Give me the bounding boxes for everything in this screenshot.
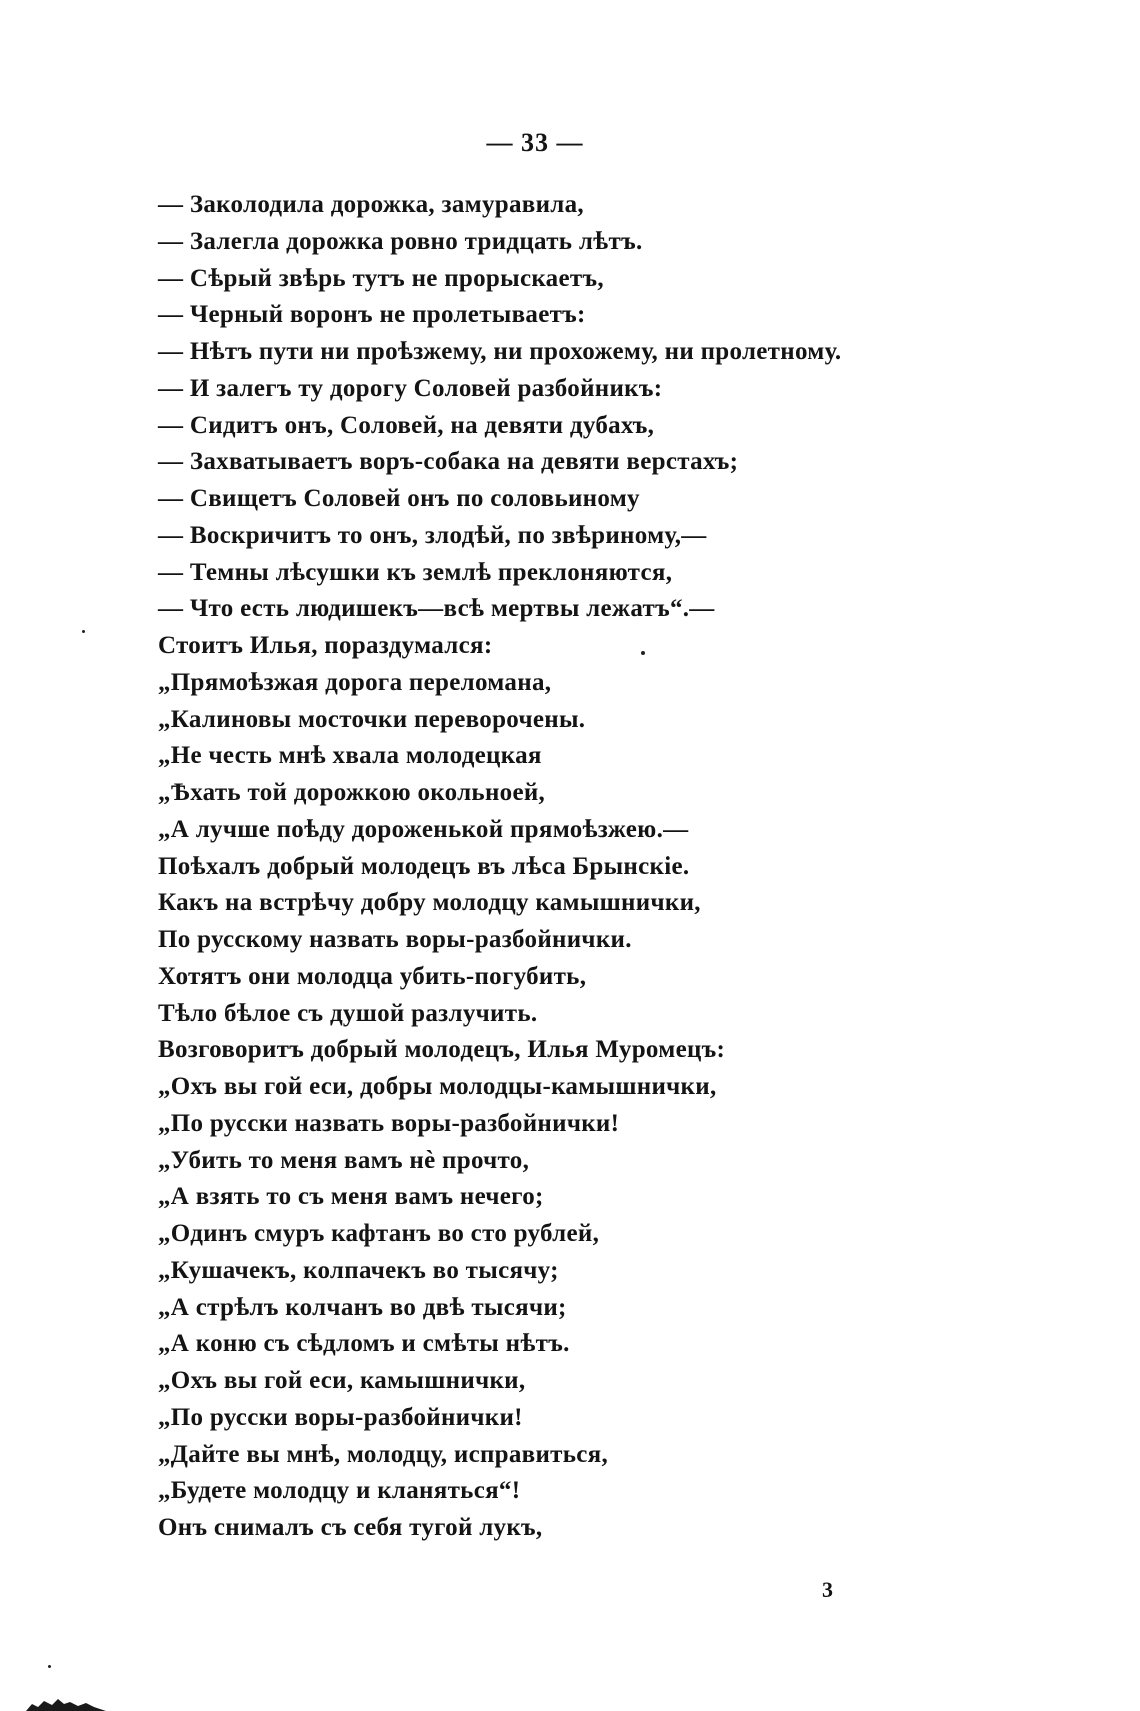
- poem-line: „Не честь мнѣ хвала молодецкая: [158, 742, 542, 770]
- poem-line: „А стрѣлъ колчанъ во двѣ тысячи;: [158, 1293, 567, 1321]
- ink-speck: [641, 651, 645, 655]
- poem-line: „Охъ вы гой еси, камышнички,: [158, 1367, 526, 1394]
- poem-line: Тѣло бѣлое съ душой разлучить.: [158, 999, 538, 1027]
- printer-signature-mark: 3: [822, 1577, 833, 1602]
- poem-line: По русскому назвать воры-разбойнички.: [158, 926, 632, 953]
- poem-line: Хотятъ они молодца убить-погубить,: [158, 962, 587, 990]
- poem-line: Какъ на встрѣчу добру молодцу камышнички,: [158, 889, 701, 917]
- poem-line: „Калиновы мосточки переворочены.: [158, 705, 586, 733]
- ink-speck: [48, 1665, 51, 1668]
- poem-text: [158, 187, 1058, 1547]
- poem-line: „Кушачекъ, колпачекъ во тысячу;: [158, 1256, 559, 1284]
- poem-line: „Будете молодцу и кланяться“!: [158, 1477, 521, 1505]
- poem-line: — Свищетъ Соловей онъ по соловьиному: [158, 485, 640, 512]
- poem-line: — Нѣтъ пути ни проѣзжему, ни прохожему, ни пролетному.: [158, 338, 842, 365]
- ink-smudge: [26, 1690, 106, 1711]
- poem-line: — Черный воронъ не пролетываетъ:: [158, 301, 586, 329]
- poem-line: — Залегла дорожка ровно тридцать лѣтъ.: [158, 227, 643, 255]
- poem-line: „Ѣхать той дорожкою окольноей,: [158, 779, 546, 806]
- ink-speck: [82, 630, 85, 633]
- poem-line: „Одинъ смуръ кафтанъ во сто рублей,: [158, 1220, 600, 1247]
- poem-line: — Темны лѣсушки къ землѣ преклоняются,: [158, 558, 673, 586]
- poem-line: „По русски назвать воры-разбойнички!: [158, 1109, 620, 1137]
- poem-line: — Заколодила дорожка, замуравила,: [158, 191, 584, 218]
- poem-line: „По русски воры-разбойнички!: [158, 1403, 523, 1431]
- poem-line: Возговоритъ добрый молодецъ, Илья Муромецъ:: [158, 1036, 726, 1064]
- poem-line: — Захватываетъ воръ-собака на девяти верстахъ;: [158, 448, 739, 476]
- poem-line: — Воскричитъ то онъ, злодѣй, по звѣриному,—: [158, 521, 707, 549]
- poem-line: — Сѣрый звѣрь тутъ не прорыскаетъ,: [158, 264, 604, 292]
- poem-line: „А коню съ сѣдломъ и смѣты нѣтъ.: [158, 1330, 570, 1358]
- poem-line: — Сидитъ онъ, Соловей, на девяти дубахъ,: [158, 411, 655, 439]
- poem-line: — И залегъ ту дорогу Соловей разбойникъ:: [158, 374, 663, 402]
- poem-line: „А лучше поѣду дороженькой прямоѣзжею.—: [158, 815, 689, 843]
- poem-line: „Дайте вы мнѣ, молодцу, исправиться,: [158, 1440, 609, 1468]
- poem-line: Онъ снималъ съ себя тугой лукъ,: [158, 1514, 543, 1541]
- page-number: — 33 —: [486, 128, 584, 157]
- poem-line: „Охъ вы гой еси, добры молодцы-камышнички,: [158, 1073, 717, 1100]
- poem-line: „Прямоѣзжая дорога переломана,: [158, 668, 552, 696]
- poem-line: Стоитъ Илья, пораздумался:: [158, 632, 493, 659]
- poem-line: Поѣхалъ добрый молодецъ въ лѣса Брынскіе.: [158, 852, 690, 880]
- poem-line: „А взять то съ меня вамъ нечего;: [158, 1183, 544, 1211]
- poem-line: — Что есть людишекъ—всѣ мертвы лежатъ“.—: [158, 595, 715, 623]
- poem-line: „Убить то меня вамъ нѐ прочто,: [158, 1146, 530, 1174]
